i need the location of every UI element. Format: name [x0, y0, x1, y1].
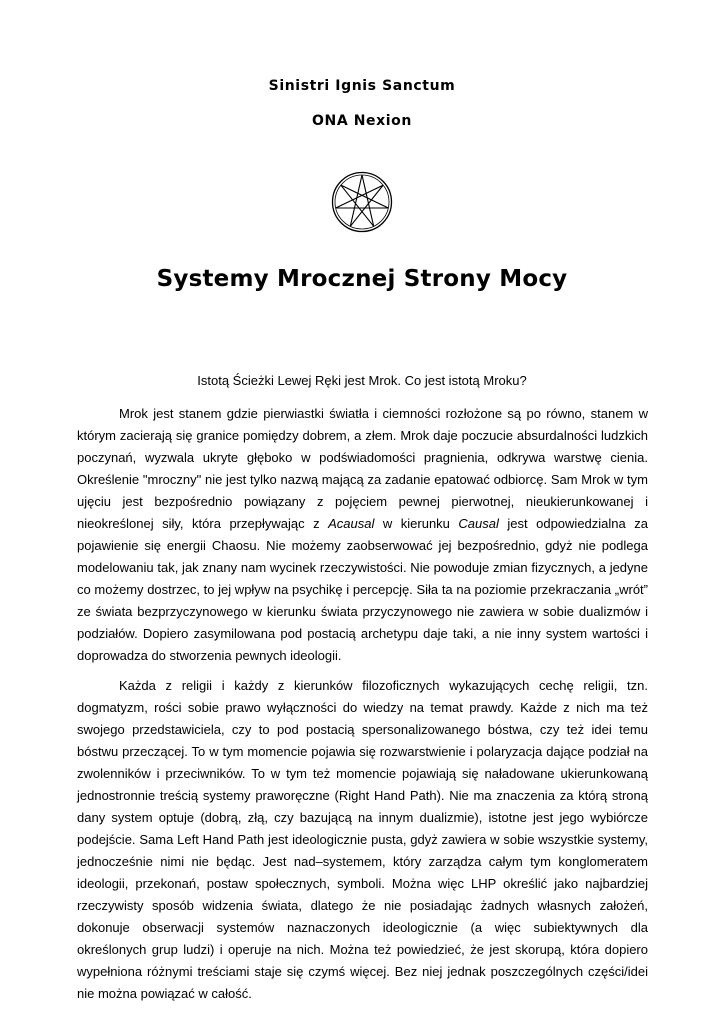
paragraph-2: Każda z religii i każdy z kierunków filozoficznych wykazujących cechę religii, tzn. dogmatyzm, rości sobie prawo wyłączności do wiedzy na temat prawdy. Każde z nich ma też swojego przedstawiciela, czy to pod postacią spersonalizowanego bóstwa, czy też idei temu bóstwu przeczącej. To w tym momencie pojawia się rozwarstwienie i polaryzacja dające podział na zwolenników i przeciwników. To w tym też momencie pojawiają się naładowane ukierunkowaną jednostronnie treścią systemy praworęczne (Right Hand Path). Nie ma znaczenia za którą stroną dany system optuje (dobrą, złą, czy bazującą na innym dualizmie), istotne jest jego wybiórcze podejście. Sama Left Hand Path jest ideologicznie pusta, gdyż zawiera w sobie wszystkie systemy, jednocześnie nimi nie będąc. Jest nad–systemem, który zarządza całym tym konglomeratem ideologii, przekonań, postaw społecznych, symboli. Można więc LHP określić jako najbardziej rzeczywisty sposób widzenia świata, dlatego że nie posiadając żadnych własnych założeń, dokonuje obserwacji systemów naznaczonych ideologicznie (a więc subiektywnych dla określonych grup ludzi) i operuje na nich. Można też powiedzieć, że jest skorupą, która dopiero wypełniona różnymi treściami staje się czymś więcej. Bez niej jednak poszczególnych części/idei nie można powiązać w całość.	[77, 678, 648, 1001]
septenary-star-in-circle-icon	[330, 170, 394, 234]
causal-term: Causal	[458, 516, 499, 531]
acausal-term: Acausal	[328, 516, 375, 531]
paragraph-1-part-3: jest odpowiedzialna za pojawienie się energii Chaosu. Nie możemy zaobserwować jej bezpośrednio, gdyż nie podlega modelowaniu tak, jak znany nam wycinek rzeczywistości. Nie powoduje zmian fizycznych, a jedyne co możemy dostrzec, to jej wpływ na psychikę i percepcję. Siła ta na poziomie przekraczania „wrót” ze świata bezprzyczynowego w kierunku świata przyczynowego nie zawiera w sobie dualizmów i podziałów. Dopiero zasymilowana pod postacią archetypu daje taki, a nie inny system wartości i doprowadza do stworzenia pewnych ideologii.	[77, 516, 648, 663]
document-title: Systemy Mrocznej Strony Mocy	[156, 266, 568, 292]
paragraph-1-part-1: Mrok jest stanem gdzie pierwiastki światła i ciemności rozłożone są po równo, stanem w którym zacierają się granice pomiędzy dobrem, a złem. Mrok daje poczucie absurdalności ludzkich poczynań, wyzwala ukryte głęboko w podświadomości pragnienia, odkrywa warstwę cienia. Określenie "mroczny" nie jest tylko nazwą mającą za zadanie epatować odbiorcę. Sam Mrok w tym ujęciu jest bezpośrednio powiązany z pojęciem pewnej pierwotnej, nieukierunkowanej i nieokreślonej siły, która przepływając z	[77, 406, 648, 531]
body-text	[77, 403, 648, 1005]
nexion-name: ONA Nexion	[312, 113, 412, 129]
organization-name: Sinistri Ignis Sanctum	[268, 78, 456, 94]
paragraph-1	[77, 403, 648, 667]
lead-question: Istotą Ścieżki Lewej Ręki jest Mrok. Co jest istotą Mroku?	[197, 373, 527, 388]
paragraph-1-part-2: w kierunku	[374, 516, 459, 531]
